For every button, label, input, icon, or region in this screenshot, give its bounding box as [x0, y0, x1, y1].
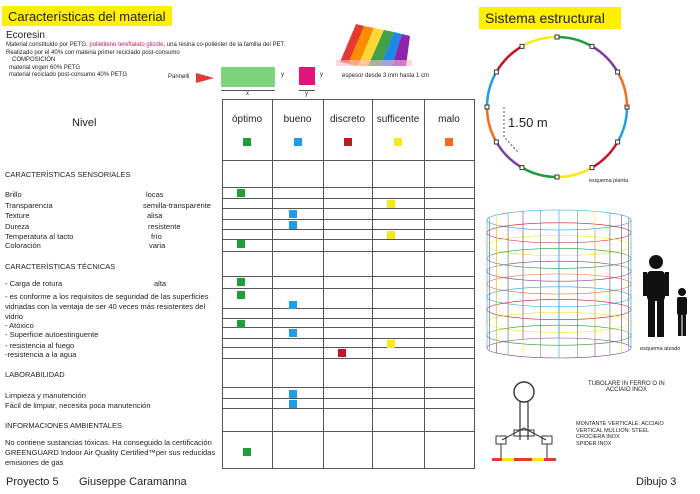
nivel-label: Nivel — [72, 117, 97, 129]
pannelli-label: Pannelli — [168, 74, 190, 80]
sensoriales-level-mark — [387, 231, 395, 239]
section-ambientales: INFORMACIONES AMBIENTALES — [5, 421, 122, 430]
panel-magenta-swatch — [299, 67, 315, 85]
sensoriales-level-mark — [289, 210, 297, 218]
spider-detail-diagram — [488, 378, 560, 466]
col-discreto: discreto — [329, 114, 365, 125]
sensoriales-name: Transparencia — [5, 201, 53, 210]
dim-y-label-2: y — [320, 72, 323, 78]
sensoriales-value: resistente — [148, 222, 181, 231]
espesor-text: espesor desde 3 mm hasta 1 cm — [342, 73, 430, 79]
dim-x-label: x — [246, 91, 249, 97]
sensoriales-name: Coloración — [5, 241, 41, 250]
diameter-label: 1.50 m — [508, 115, 548, 130]
tecnicas-name: - Carga de rotura — [5, 279, 63, 288]
material-sample-image — [336, 22, 412, 66]
section-tecnicas: CARACTERÍSTICAS TÉCNICAS — [5, 262, 116, 271]
tecnicas-level-mark — [237, 291, 245, 299]
material-title: Características del material — [2, 6, 172, 26]
material-description: Material constituido por PETG, polietileno tereftalato glicole, una resina co-poliéster de la familia del PET. Realizado por el 40% con materia primer reciclado post-consumo COMPOSICIÓN material virgen 60% PETG material reciclado post-consumo 40% PETG — [6, 42, 286, 78]
col-bueno: bueno — [283, 114, 312, 125]
drawing-label: Dibujo 3 — [636, 476, 677, 488]
tecnicas-name: - Atóxico — [5, 321, 34, 330]
tecnicas-name: -resistencia a la agua — [5, 350, 77, 359]
tecnicas-level-mark — [289, 329, 297, 337]
col-sufficente: sufficente — [376, 114, 420, 125]
section-laborabilidad: LABORABILIDAD — [5, 370, 65, 379]
laborabilidad-level-mark — [289, 400, 297, 408]
arrow-icon — [196, 73, 214, 83]
author-label: Giuseppe Caramanna — [79, 476, 187, 488]
dim-y-label: y — [281, 72, 284, 78]
tecnicas-name: - Superficie autoestinguente — [5, 330, 99, 339]
col-malo: malo — [438, 114, 460, 125]
laborabilidad-name: Limpieza y manutención — [5, 391, 86, 400]
ambientales-text: No contiene sustancias tóxicas. Ha conseguido la certificación GREENGUARD Indoor Air Quality Certified™per sus reducidas emisiones de gas — [5, 438, 216, 467]
sensoriales-value: frío — [151, 232, 162, 241]
column-color-swatch — [394, 138, 402, 146]
section-sensoriales: CARACTERÍSTICAS SENSORIALES — [5, 170, 131, 179]
sensoriales-level-mark — [289, 221, 297, 229]
montante-label: MONTANTE VERTICALE: ACCIAIO VERTICAL MULLION: STEEL CROCIERA INOX SPIDER INOX — [576, 421, 664, 447]
alzado-label: esquema alzado — [640, 346, 681, 352]
dim-y-label-3: y — [305, 91, 308, 97]
sensoriales-name: Texture — [5, 211, 30, 220]
col-optimo: óptimo — [231, 114, 262, 125]
laborabilidad-name: Fácil de limpiar, necesita poca manutención — [5, 401, 151, 410]
tecnicas-level-mark — [387, 340, 395, 348]
human-figure-icon — [642, 254, 692, 344]
laborabilidad-level-mark — [289, 390, 297, 398]
ambientales-mark — [243, 448, 251, 456]
tecnicas-name: - es conforme a los requisitos de seguridad de las superficies — [5, 292, 209, 301]
sensoriales-level-mark — [387, 200, 395, 208]
sensoriales-name: Temperatura al tacto — [5, 232, 74, 241]
plan-diagram — [482, 32, 632, 182]
sensoriales-name: Brillo — [5, 190, 22, 199]
sensoriales-value: varia — [149, 241, 166, 250]
project-label: Proyecto 5 — [6, 476, 59, 488]
planta-label: esquema planta — [589, 178, 629, 184]
tubolare-label: TUBOLARE IN FERRO O IN ACCIAIO INOX — [588, 381, 665, 393]
tecnicas-level-mark — [338, 349, 346, 357]
tecnicas-level-mark — [237, 278, 245, 286]
sensoriales-level-mark — [237, 240, 245, 248]
column-color-swatch — [344, 138, 352, 146]
tecnicas-level-mark — [237, 320, 245, 328]
sensoriales-value: semilla-transparente — [143, 201, 211, 210]
tecnicas-name: vidriadas con la ventaja de ser 40 veces más resistentes del — [5, 302, 206, 311]
sensoriales-level-mark — [237, 189, 245, 197]
tecnicas-name: - resistencia al fuego — [5, 341, 75, 350]
sensoriales-name: Dureza — [5, 222, 30, 231]
tecnicas-value: alta — [154, 279, 167, 288]
column-color-swatch — [445, 138, 453, 146]
panel-green-swatch — [221, 67, 275, 87]
tecnicas-level-mark — [289, 301, 297, 309]
structure-title: Sistema estructural — [479, 7, 621, 29]
column-color-swatch — [294, 138, 302, 146]
sensoriales-value: alisa — [147, 211, 163, 220]
material-name: Ecoresin — [6, 30, 45, 41]
sensoriales-value: locas — [146, 190, 164, 199]
tecnicas-name: vidrio — [5, 312, 23, 321]
column-color-swatch — [243, 138, 251, 146]
elevation-diagram — [482, 208, 637, 360]
